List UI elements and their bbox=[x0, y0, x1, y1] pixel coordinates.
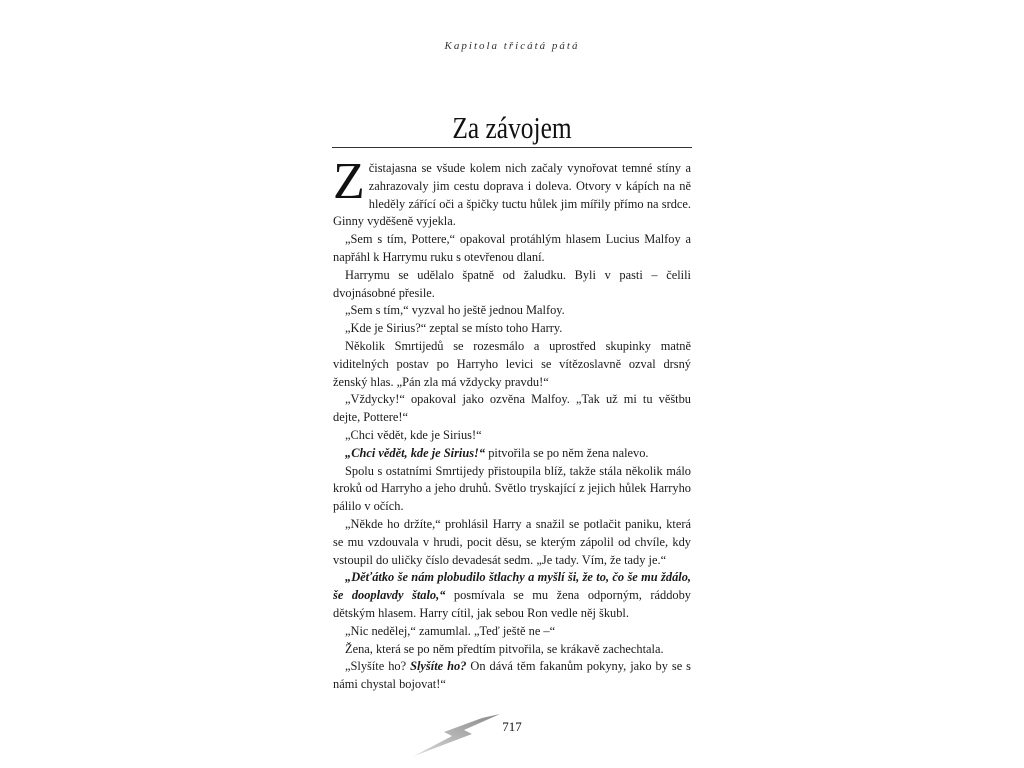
paragraph: „Sem s tím, Pottere,“ opakoval protáhlým hlasem Lucius Malfoy a napřáhl k Harrymu ruku s otevřenou dlaní. bbox=[333, 232, 691, 264]
emphasis-text: „Děťátko še nám plobudilo štlachy a myšlí ši, že to, čo še mu ždálo, še dooplavdy štalo,“ bbox=[333, 570, 691, 603]
paragraph bbox=[333, 569, 691, 622]
page-number: 717 bbox=[502, 719, 522, 734]
paragraph-text: „Slyšíte ho? bbox=[345, 659, 411, 674]
paragraph: „Sem s tím,“ vyzval ho ještě jednou Malfoy. bbox=[345, 303, 565, 318]
paragraph bbox=[333, 153, 691, 231]
body-text bbox=[333, 153, 692, 694]
paragraph: „Chci vědět, kde je Sirius!“ bbox=[345, 427, 482, 442]
paragraph-text: pitvořila se po něm žena nalevo. bbox=[485, 445, 649, 460]
paragraph: Žena, která se po něm předtím pitvořila, se krákavě zachechtala. bbox=[345, 641, 664, 656]
paragraph-text: čistajasna se všude kolem nich začaly vynořovat temné stíny a zahrazovaly jim cestu doprava i doleva. Otvory v kápích na ně hleděly zářící oči a špičky tuctu hůlek jim mířily přímo na srdce. Ginny vyděšeně vyjekla. bbox=[333, 161, 691, 229]
lightning-bolt-icon bbox=[412, 712, 502, 758]
title-rule bbox=[332, 147, 692, 148]
emphasis-text: „Chci vědět, kde je Sirius!“ bbox=[345, 445, 486, 460]
emphasis-text: Slyšíte ho? bbox=[410, 659, 467, 674]
drop-cap: Z bbox=[333, 153, 365, 210]
paragraph-text: On dává těm fakanům pokyny, jako by se s námi chystal bojovat!“ bbox=[333, 659, 692, 692]
paragraph: Spolu s ostatními Smrtijedy přistoupila blíž, takže stála několik málo kroků od Harryho a jeho druhů. Světlo tryskající z jejich hůlek Harryho pálilo v očích. bbox=[333, 463, 691, 514]
paragraph: „Vždycky!“ opakoval jako ozvěna Malfoy. „Tak už mi tu věštbu dejte, Pottere!“ bbox=[333, 392, 691, 425]
paragraph: „Nic nedělej,“ zamumlal. „Teď ještě ne –“ bbox=[345, 623, 556, 638]
running-head: Kapitola třicátá pátá bbox=[444, 40, 580, 52]
paragraph bbox=[333, 658, 691, 694]
paragraph: „Kde je Sirius?“ zeptal se místo toho Harry. bbox=[345, 321, 563, 336]
paragraph: „Někde ho držíte,“ prohlásil Harry a snažil se potlačit paniku, která se mu vzdouvala v hrudi, pocit děsu, se kterým zápolil od chvíle, kdy vstoupil do uličky číslo devadesát sedm. „Je tady. Vím, že tady je.“ bbox=[333, 516, 691, 567]
chapter-title: Za závojem bbox=[452, 110, 572, 145]
paragraph bbox=[333, 445, 691, 463]
paragraph: Několik Smrtijedů se rozesmálo a uprostřed skupinky matně viditelných postav po Harryho levici se vítězoslavně ozval drsný ženský hlas. „Pán zla má vždycky pravdu!“ bbox=[333, 338, 691, 389]
paragraph-text: posmívala se mu žena odporným, ráddoby dětským hlasem. Harry cítil, jak sebou Ron vedle něj škubl. bbox=[333, 588, 691, 620]
paragraph: Harrymu se udělalo špatně od žaludku. Byli v pasti – čelili dvojnásobné přesile. bbox=[333, 267, 691, 300]
